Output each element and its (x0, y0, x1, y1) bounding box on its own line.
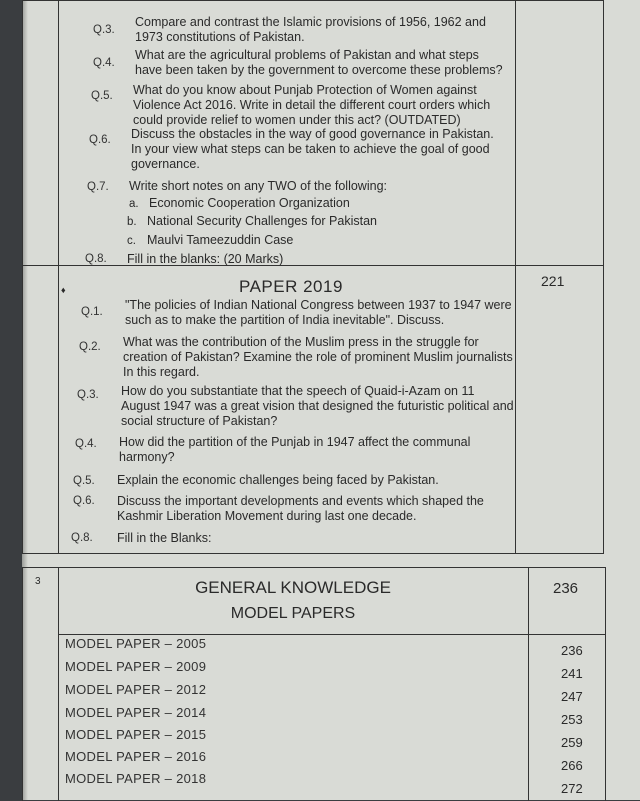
short-note-item (127, 233, 293, 247)
model-paper-label: MODEL PAPER – 2015 (65, 727, 207, 742)
model-paper-label: MODEL PAPER – 2018 (65, 771, 207, 786)
column-divider (58, 568, 59, 801)
question-text: Fill in the blanks: (20 Marks) (127, 252, 284, 266)
page-number: 221 (541, 273, 565, 289)
model-paper-page: 272 (561, 781, 583, 796)
short-note-item (129, 196, 350, 210)
model-paper-label: MODEL PAPER – 2014 (65, 705, 207, 720)
model-paper-label: MODEL PAPER – 2009 (65, 659, 207, 674)
diamond-bullet-icon: ♦ (61, 285, 66, 295)
question-text: "The policies of Indian National Congress between 1937 to 1947 were such as to make the partition of India inevitable". Discuss. (125, 298, 512, 327)
short-note-text: Economic Cooperation Organization (149, 196, 350, 210)
question-text: Write short notes on any TWO of the following: (129, 179, 387, 193)
model-paper-label: MODEL PAPER – 2005 (65, 636, 207, 651)
question-number: Q.5. (91, 90, 113, 102)
page-number: 236 (553, 580, 579, 597)
question-text: Explain the economic challenges being faced by Pakistan. (117, 473, 439, 487)
question-text: Fill in the Blanks: (117, 531, 212, 545)
model-paper-page: 253 (561, 712, 583, 727)
question-number: Q.5. (73, 475, 95, 487)
question-number: Q.6. (73, 495, 95, 507)
short-note-text: Maulvi Tameezuddin Case (147, 233, 294, 247)
question-text: Discuss the important developments and events which shaped the Kashmir Liberation Movement during last one decade. (117, 494, 484, 523)
question-text: What do you know about Punjab Protection of Women against Violence Act 2016. Write in detail the different court orders which could provide relief to women under this act? (OUTDATED) (133, 83, 491, 127)
short-note-letter: c. (127, 235, 136, 247)
document-page (22, 0, 640, 800)
short-note-letter: b. (127, 216, 137, 228)
model-paper-page: 241 (561, 666, 583, 681)
model-paper-page: 266 (561, 758, 583, 773)
model-paper-label: MODEL PAPER – 2012 (65, 682, 207, 697)
contents-table-section-3 (22, 567, 606, 801)
section-title: GENERAL KNOWLEDGE (195, 578, 391, 597)
model-paper-page: 236 (561, 643, 583, 658)
question-number: Q.7. (87, 181, 109, 193)
question-number: Q.4. (75, 438, 97, 450)
question-number: Q.4. (93, 57, 115, 69)
section-heading: PAPER 2019 (239, 277, 343, 296)
model-paper-page: 259 (561, 735, 583, 750)
question-text: What are the agricultural problems of Pakistan and what steps have been taken by the government to overcome these problems? (135, 48, 503, 77)
question-number: Q.8. (71, 532, 93, 544)
model-paper-page: 247 (561, 689, 583, 704)
section-number: 3 (35, 576, 41, 587)
question-text: What was the contribution of the Muslim press in the struggle for creation of Pakistan? Examine the role of prominent Muslim journalists In this regard. (123, 335, 513, 379)
question-number: Q.1. (81, 306, 103, 318)
section-subtitle: MODEL PAPERS (230, 605, 356, 622)
question-text: How did the partition of the Punjab in 1947 affect the communal harmony? (119, 435, 471, 464)
column-divider (528, 568, 529, 801)
short-note-text: National Security Challenges for Pakistan (147, 214, 377, 228)
question-number: Q.6. (89, 134, 111, 146)
question-number: Q.8. (85, 253, 107, 265)
column-divider (515, 1, 516, 553)
short-note-item (127, 214, 377, 228)
question-text: Discuss the obstacles in the way of good governance in Pakistan. In your view what steps can be taken to achieve the goal of good governance. (131, 127, 494, 171)
column-divider (58, 1, 59, 553)
question-number: Q.3. (93, 24, 115, 36)
question-text: How do you substantiate that the speech of Quaid-i-Azam on 11 August 1947 was a great vision that designed the futuristic political and social structure of Pakistan? (121, 384, 514, 428)
contents-table-upper (22, 0, 604, 554)
question-text: Compare and contrast the Islamic provisions of 1956, 1962 and 1973 constitutions of Pakistan. (135, 15, 486, 44)
row-divider (58, 634, 605, 635)
short-note-letter: a. (129, 198, 139, 210)
question-number: Q.2. (79, 341, 101, 353)
model-paper-label: MODEL PAPER – 2016 (65, 749, 207, 764)
question-number: Q.3. (77, 389, 99, 401)
